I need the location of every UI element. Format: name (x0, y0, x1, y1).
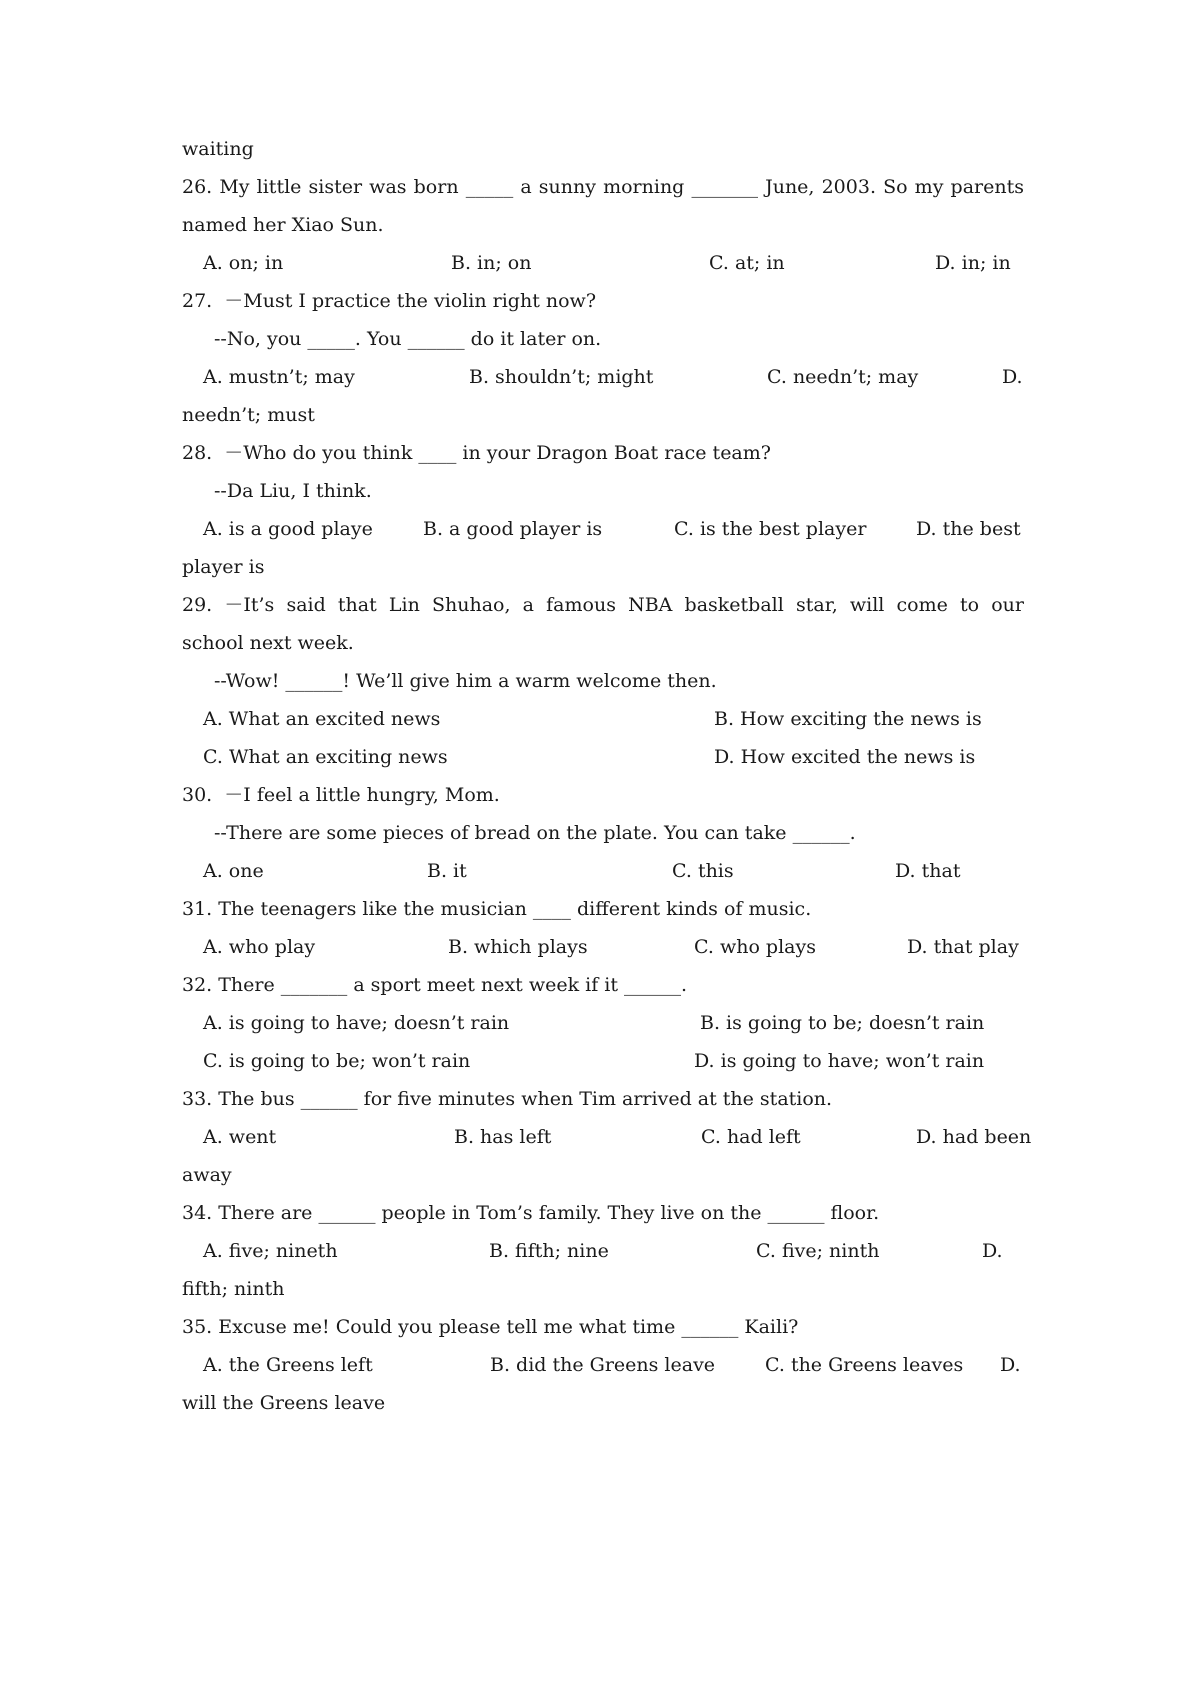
option-a: A. one (203, 860, 264, 882)
option-d: D. (1000, 1354, 1021, 1376)
question-28-reply: --Da Liu, I think. (214, 480, 372, 502)
option-a: A. who play (203, 936, 316, 958)
question-34-option-d-cont: fifth; ninth (182, 1278, 285, 1300)
option-c: C. who plays (694, 936, 816, 958)
option-c: C. is the best player (674, 518, 867, 540)
option-d: D. is going to have; won’t rain (694, 1050, 985, 1072)
option-a: A. is a good playe (203, 518, 373, 540)
option-b: B. fifth; nine (489, 1240, 609, 1262)
option-b: B. it (427, 860, 467, 882)
option-c: C. five; ninth (756, 1240, 880, 1262)
option-b: B. in; on (451, 252, 532, 274)
question-29-stem: 29. －It’s said that Lin Shuhao, a famous NBA basketball star, will come to our (182, 594, 1024, 616)
question-28-option-d-cont: player is (182, 556, 265, 578)
option-a: A. on; in (203, 252, 284, 274)
option-d: D. (1002, 366, 1023, 388)
option-c: C. had left (701, 1126, 801, 1148)
option-c: C. this (672, 860, 734, 882)
option-c: C. What an exciting news (203, 746, 448, 768)
question-26-stem: 26. My little sister was born _____ a sunny morning _______ June, 2003. So my parents (182, 176, 1024, 198)
option-d: D. that play (907, 936, 1019, 958)
option-b: B. is going to be; doesn’t rain (700, 1012, 985, 1034)
question-35-option-d-cont: will the Greens leave (182, 1392, 386, 1414)
option-a: A. went (203, 1126, 277, 1148)
option-a: A. the Greens left (203, 1354, 373, 1376)
question-28-stem: 28. －Who do you think ____ in your Dragon Boat race team? (182, 442, 771, 464)
option-c: C. is going to be; won’t rain (203, 1050, 471, 1072)
line-waiting: waiting (182, 138, 254, 160)
question-35-stem: 35. Excuse me! Could you please tell me what time ______ Kaili? (182, 1316, 799, 1338)
option-b: B. which plays (448, 936, 588, 958)
option-a: A. What an excited news (203, 708, 441, 730)
question-32-stem: 32. There _______ a sport meet next week if it ______. (182, 974, 688, 996)
option-b: B. has left (454, 1126, 552, 1148)
question-30-reply: --There are some pieces of bread on the plate. You can take ______. (214, 822, 856, 844)
option-d: D. had been (916, 1126, 1032, 1148)
question-26-stem-cont: named her Xiao Sun. (182, 214, 384, 236)
option-d: D. in; in (935, 252, 1011, 274)
option-b: B. a good player is (423, 518, 603, 540)
option-c: C. needn’t; may (767, 366, 919, 388)
question-27-option-d-cont: needn’t; must (182, 404, 315, 426)
option-d: D. How excited the news is (714, 746, 976, 768)
question-33-option-d-cont: away (182, 1164, 232, 1186)
question-30-stem: 30. －I feel a little hungry, Mom. (182, 784, 500, 806)
option-b: B. did the Greens leave (490, 1354, 716, 1376)
question-33-stem: 33. The bus ______ for five minutes when Tim arrived at the station. (182, 1088, 833, 1110)
option-b: B. shouldn’t; might (469, 366, 654, 388)
question-29-reply: --Wow! ______! We’ll give him a warm welcome then. (214, 670, 717, 692)
option-c: C. at; in (709, 252, 785, 274)
option-b: B. How exciting the news is (714, 708, 982, 730)
question-27-reply: --No, you _____. You ______ do it later on. (214, 328, 602, 350)
question-27-stem: 27. －Must I practice the violin right now? (182, 290, 597, 312)
option-d: D. (982, 1240, 1003, 1262)
option-a: A. mustn’t; may (203, 366, 355, 388)
option-a: A. is going to have; doesn’t rain (203, 1012, 510, 1034)
option-c: C. the Greens leaves (765, 1354, 964, 1376)
option-d: D. the best (916, 518, 1021, 540)
option-d: D. that (895, 860, 961, 882)
question-31-stem: 31. The teenagers like the musician ____ different kinds of music. (182, 898, 812, 920)
option-a: A. five; nineth (203, 1240, 338, 1262)
question-29-stem-cont: school next week. (182, 632, 354, 654)
question-34-stem: 34. There are ______ people in Tom’s family. They live on the ______ floor. (182, 1202, 880, 1224)
question-35-options (203, 1353, 1024, 1497)
